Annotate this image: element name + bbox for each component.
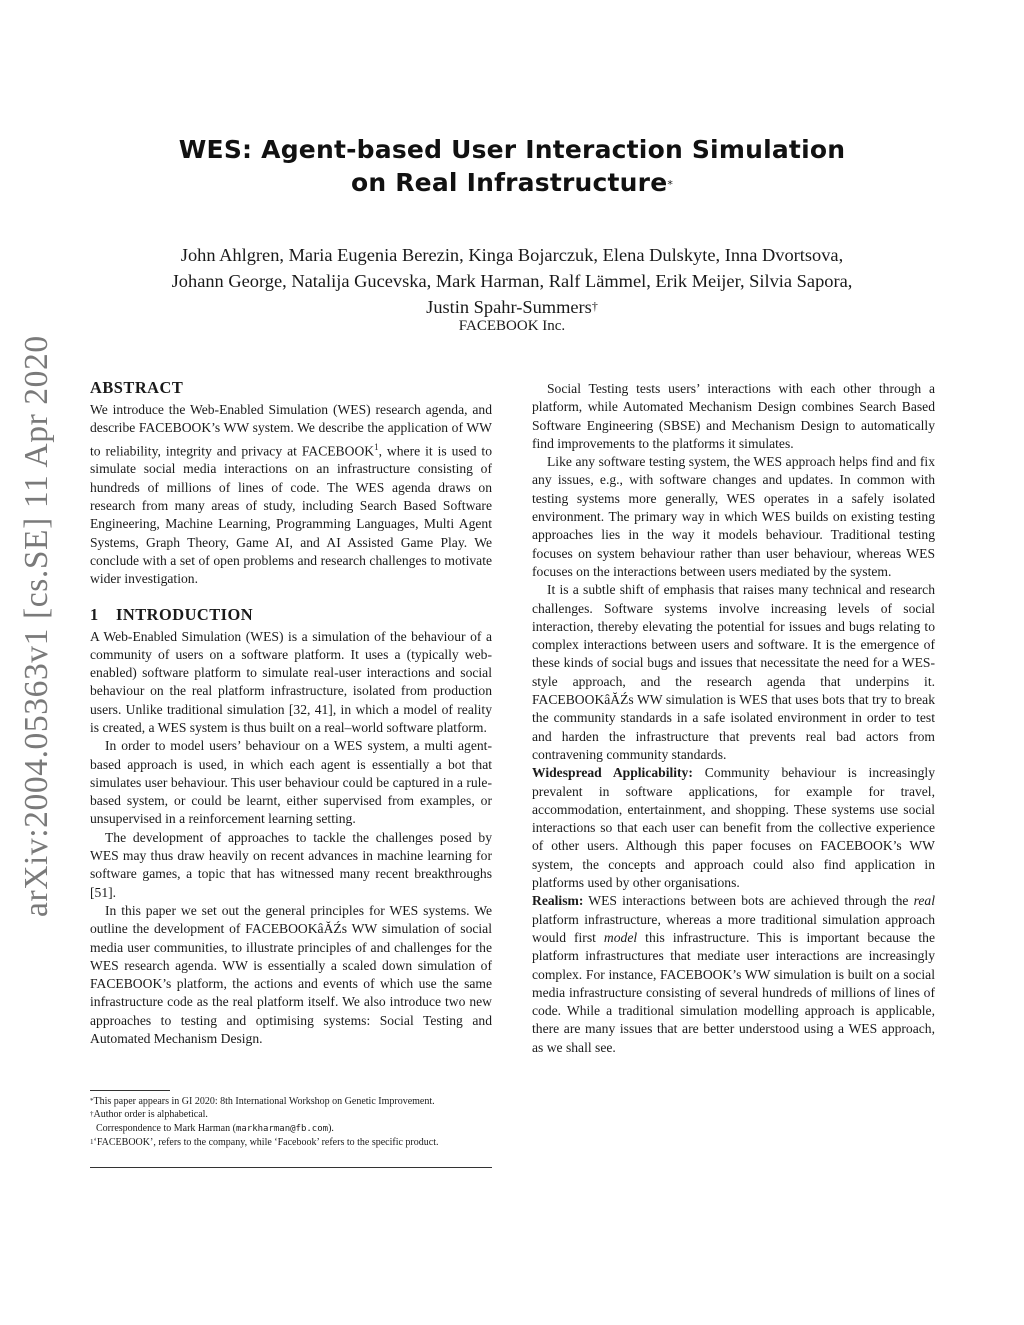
abstract-text-b: , where it is used to simulate social media interactions on an infrastructure consisting of hundreds of millions of lines of code. The WES agenda draws on research from many areas of study, including Search Based Software Engineering, Machine Learning, Programming Languages, Multi Agent Systems, Graph Theory, Game AI, and AI Assisted Game Play. We conclude with a set of open problems and research challenges to motivate wider investigation. (90, 443, 493, 587)
title-line-1: WES: Agent-based User Interaction Simulation (178, 135, 846, 164)
authors-line-2: Johann George, Natalija Gucevska, Mark Harman, Ralf Lämmel, Erik Meijer, Silvia Sapora, (171, 271, 853, 291)
right-column (532, 380, 935, 1057)
introduction-heading (90, 605, 492, 625)
authors-line-3-text: Justin Spahr-Summers (426, 297, 592, 317)
realism-paragraph (532, 892, 935, 1057)
intro-paragraph-2: In order to model users’ behaviour on a WES system, a multi agent-based approach is used, in which each agent is essentially a bot that simulates user behaviour. This user behaviour could be captured in a rule-based system, or could be learnt, either supervised from examples, or unsupervised in a reinforcement learning setting. (90, 738, 492, 827)
footnote-rule (90, 1090, 170, 1091)
arxiv-identifier-stamp: arXiv:2004.05363v1 [cs.SE] 11 Apr 2020 (18, 335, 55, 917)
footnote-dagger-mark: † (90, 1110, 94, 1119)
title-line-2-text: on Real Infrastructure (350, 168, 668, 197)
footnote-1-text: ‘FACEBOOK’, refers to the company, while ‘Facebook’ refers to the specific product. (93, 1137, 439, 1149)
bottom-rule (90, 1167, 492, 1168)
footnote-venue (90, 1095, 500, 1108)
section-number: 1 (90, 604, 99, 624)
right-paragraph-3: It is a subtle shift of emphasis that raises many technical and research challenges. Software systems involve increasing levels of social interaction, thereby elevating the potential for issues and bugs relating to complex interactions between users and software. It is the emergence of these kinds of social bugs and issues that necessitate the need for a WES-style approach, and the research agenda that underpins it. FACEBOOKâĂŹs WW simulation is WES that uses bots that try to break the community standards in a safe isolated environment in order to test and harden the infrastructure that prevents real bad actors from contravening community standards. (532, 582, 935, 762)
footnote-star-mark: * (90, 1097, 94, 1105)
right-paragraph-1: Social Testing tests users’ interactions with each other through a platform, while Automated Mechanism Design combines Search Based Software Engineering (SBSE) and Mechanism Design to automatically find improvements to the platforms it simulates. (532, 381, 935, 451)
footnote-dagger-text: Author order is alphabetical. (93, 1109, 208, 1121)
realism-label: Realism: (532, 893, 584, 909)
realism-text-c: this infrastructure. This is important because the platform infrastructures that mediate user interactions are increasingly complex. For instance, FACEBOOK’s WW simulation is built on a social media infrastructure consisting of several hundreds of millions of lines of code. While a traditional simulation modelling approach is applicable, there are many issues that are better understood using a WES approach, as we shall see. (532, 929, 935, 1055)
authors-line-1: John Ahlgren, Maria Eugenia Berezin, Kinga Bojarczuk, Elena Dulskyte, Inna Dvortsova, (180, 245, 844, 265)
widespread-applicability-paragraph (532, 764, 935, 892)
right-paragraph-2: Like any software testing system, the WES approach helps find and fix any issues, e.g., with software changes and updates. In common with testing systems more generally, WES operates in a safely isolated environment. The primary way in which WES builds on existing testing approaches lies in the way it models behaviour. Traditional testing focuses on system behaviour rather than user behaviour, whereas WES focuses on the interactions between users mediated by the system. (532, 454, 935, 579)
intro-paragraph-1: A Web-Enabled Simulation (WES) is a simulation of the behaviour of a community of users on a software platform. It uses a (typically web-enabled) software platform to simulate real-user interactions and social behaviour on the real platform infrastructure, isolated from production users. Unlike traditional simulation [32, 41], in which a model of reality is created, a WES system is thus built on a real–world software platform. (90, 628, 492, 735)
realism-text-a: WES interactions between bots are achieved through the (583, 893, 914, 909)
realism-text-b: platform infrastructure, whereas a more traditional simulation approach would first (532, 911, 935, 945)
author-footnote-marker: † (591, 299, 598, 313)
section-title: INTRODUCTION (116, 604, 254, 624)
footnote-correspondence (90, 1122, 500, 1136)
abstract-footnote-ref: 1 (374, 441, 379, 452)
left-column (90, 378, 492, 1048)
title-footnote-marker: * (667, 178, 674, 191)
footnotes (90, 1095, 500, 1150)
intro-paragraph-3: The development of approaches to tackle the challenges posed by WES may thus draw heavily on recent advances in machine learning for software games, a topic that has witnessed many recent breakthroughs [51]. (90, 829, 492, 900)
paper-title (0, 133, 1024, 199)
footnote-corr-end: ). (328, 1122, 334, 1134)
footnote-corr-text: Correspondence to Mark Harman ( (96, 1122, 236, 1134)
widespread-applicability-text: Community behaviour is increasingly prevalent in software applications, for example for travel, accommodation, entertainment, and shopping. These systems use social interactions so that each user can benefit from the collective experience of other users. Although this paper focuses on FACEBOOK’s WW system, the concepts and approach could also find application in platforms used by other organisations. (532, 765, 935, 891)
intro-paragraph-4: In this paper we set out the general principles for WES systems. We outline the development of FACEBOOKâĂŹs WW simulation of social media user communities, to illustrate principles of and challenges for the WES research agenda. WW is essentially a scaled down simulation of FACEBOOK’s platform, the actions and events of which use the same infrastructure code as the real platform itself. We also introduce two new approaches to testing and optimising systems: Social Testing and Automated Mechanism Design. (90, 902, 492, 1047)
footnote-1 (90, 1136, 500, 1149)
correspondence-email[interactable]: markharman@fb.com (235, 1123, 329, 1134)
affiliation: FACEBOOK Inc. (458, 318, 566, 334)
abstract-text-a: We introduce the Web-Enabled Simulation (WES) research agenda, and describe FACEBOOK’s WW system. We describe the application of WW to reliability, integrity and privacy at FACEBOOK (90, 402, 492, 459)
realism-emphasis-real: real (913, 893, 935, 909)
author-list (0, 242, 1024, 320)
realism-emphasis-model: model (603, 929, 638, 945)
abstract-text (90, 401, 492, 589)
footnote-star-text: This paper appears in GI 2020: 8th International Workshop on Genetic Improvement. (93, 1096, 435, 1107)
title-line-2 (0, 166, 1024, 199)
abstract-heading: ABSTRACT (90, 378, 184, 397)
widespread-applicability-label: Widespread Applicability: (532, 765, 693, 781)
footnote-1-mark: 1 (90, 1138, 94, 1147)
footnote-author-order (90, 1108, 500, 1121)
